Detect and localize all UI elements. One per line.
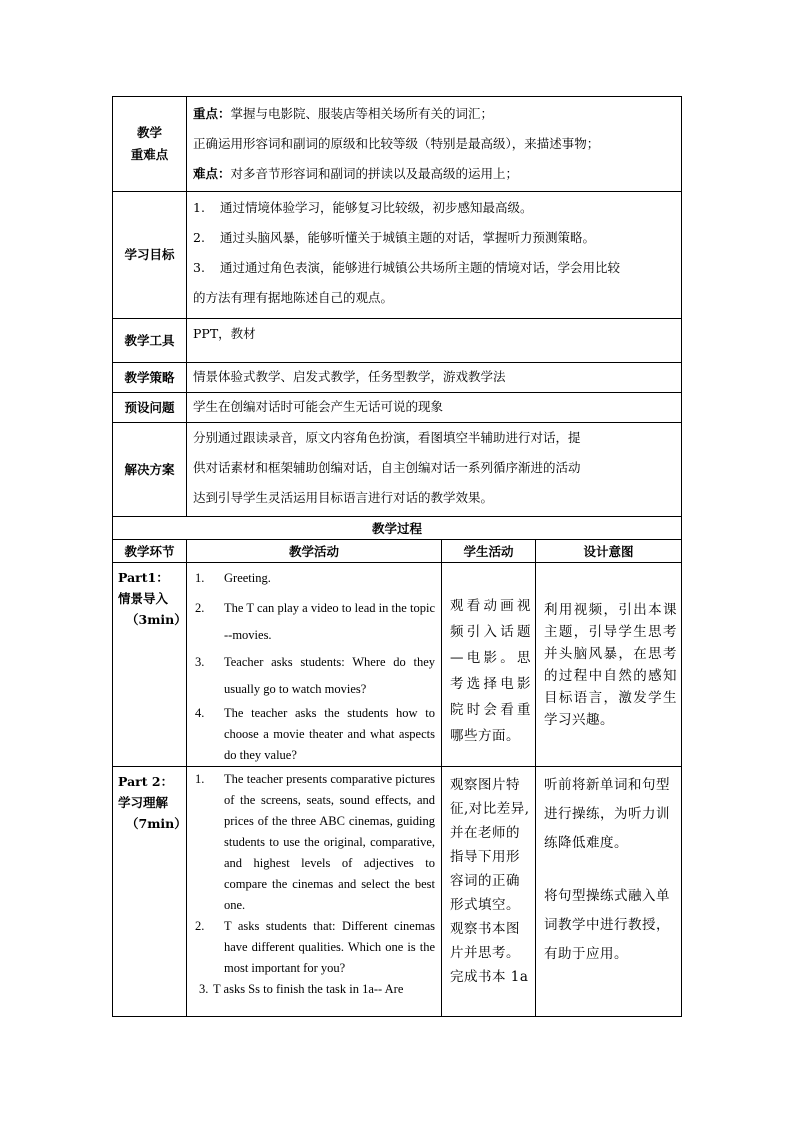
focus-row xyxy=(113,97,682,192)
process-header-row xyxy=(113,540,682,563)
process-title-row xyxy=(113,517,682,540)
activity-item: 1. Greeting. xyxy=(195,571,271,585)
part2-activities xyxy=(187,767,442,1017)
problem-content: 学生在创编对话时可能会产生无话可说的现象 xyxy=(187,393,682,423)
part1-student-activity: 观看动画视频引入话题—电影。思考选择电影院时会看重哪些方面。 xyxy=(442,563,536,767)
goal-continuation: 的方法有理有据地陈述自己的观点。 xyxy=(193,290,394,305)
activity-item: 1. The teacher presents comparative pictures of the screens, seats, sound effects, and prices of the three ABC cinemas, guiding students to use the original, comparative, and highest levels of adjectives to compare the cinemas and select the best one. xyxy=(195,772,435,912)
header-student-activity: 学生活动 xyxy=(442,540,536,563)
header-teacher-activity: 教学活动 xyxy=(187,540,442,563)
solution-line: 达到引导学生灵活运用目标语言进行对话的教学效果。 xyxy=(193,490,494,505)
activity-item: 2. The T can play a video to lead in the topic --movies. xyxy=(195,601,435,642)
part1-activities xyxy=(187,563,442,767)
focus-key-line: 重点：掌握与电影院、服装店等相关场所有关的词汇； xyxy=(193,106,494,121)
activity-item: 3. T asks Ss to finish the task in 1a-- Are xyxy=(199,982,404,996)
focus-line-2: 正确运用形容词和副词的原级和比较等级（特别是最高级），来描述事物； xyxy=(193,136,600,151)
process-title: 教学过程 xyxy=(113,517,682,540)
activity-item: 3. Teacher asks students: Where do they usually go to watch movies? xyxy=(195,655,435,696)
strategy-label: 教学策略 xyxy=(113,363,187,393)
strategy-content: 情景体验式教学、启发式教学，任务型教学，游戏教学法 xyxy=(187,363,682,393)
focus-label: 教学 重难点 xyxy=(113,97,187,192)
part2-stage: Part 2： 学习理解 （7min） xyxy=(113,767,187,1017)
tools-content: PPT，教材 xyxy=(187,319,682,363)
part1-design-intent: 利用视频，引出本课主题，引导学生思考并头脑风暴，在思考的过程中自然的感知目标语言，激发学生学习兴趣。 xyxy=(536,563,682,767)
part2-student-activity: 观察图片特征,对比差异,并在老师的指导下用形容词的正确形式填空。观察书本图片并思考。完成书本 1a xyxy=(442,767,536,1017)
part1-stage: Part1： 情景导入 （3min） xyxy=(113,563,187,767)
solution-row xyxy=(113,423,682,517)
goal-item: 1. 通过情境体验学习，能够复习比较级，初步感知最高级。 xyxy=(193,200,533,215)
solution-label: 解决方案 xyxy=(113,423,187,517)
focus-hard-line: 难点：对多音节形容词和副词的拼读以及最高级的运用上； xyxy=(193,166,519,181)
goal-item: 3. 通过通过角色表演，能够进行城镇公共场所主题的情境对话，学会用比较 xyxy=(193,260,621,275)
activity-item: 4. The teacher asks the students how to choose a movie theater and what aspects do they value? xyxy=(195,706,435,762)
tools-label: 教学工具 xyxy=(113,319,187,363)
lesson-plan-table xyxy=(112,96,682,1017)
focus-content xyxy=(187,97,682,192)
goals-content xyxy=(187,192,682,319)
solution-content xyxy=(187,423,682,517)
strategy-row xyxy=(113,363,682,393)
part2-row xyxy=(113,767,682,1017)
goal-item: 2. 通过头脑风暴，能够听懂关于城镇主题的对话，掌握听力预测策略。 xyxy=(193,230,596,245)
header-stage: 教学环节 xyxy=(113,540,187,563)
problem-label: 预设问题 xyxy=(113,393,187,423)
part2-design-intent: 听前将新单词和句型进行操练，为听力训练降低难度。 将句型操练式融入单词教学中进行教授，有助于应用。 xyxy=(536,767,682,1017)
lesson-plan-page xyxy=(112,96,681,1017)
solution-line: 供对话素材和框架辅助创编对话，自主创编对话一系列循序渐进的活动 xyxy=(193,460,581,475)
solution-line: 分别通过跟读录音，原文内容角色扮演，看图填空半辅助进行对话，提 xyxy=(193,430,581,445)
part1-row xyxy=(113,563,682,767)
problem-row xyxy=(113,393,682,423)
tools-row xyxy=(113,319,682,363)
activity-item: 2. T asks students that: Different cinemas have different qualities. Which one is the most important for you? xyxy=(195,919,435,975)
goals-label: 学习目标 xyxy=(113,192,187,319)
header-design-intent: 设计意图 xyxy=(536,540,682,563)
goals-row xyxy=(113,192,682,319)
